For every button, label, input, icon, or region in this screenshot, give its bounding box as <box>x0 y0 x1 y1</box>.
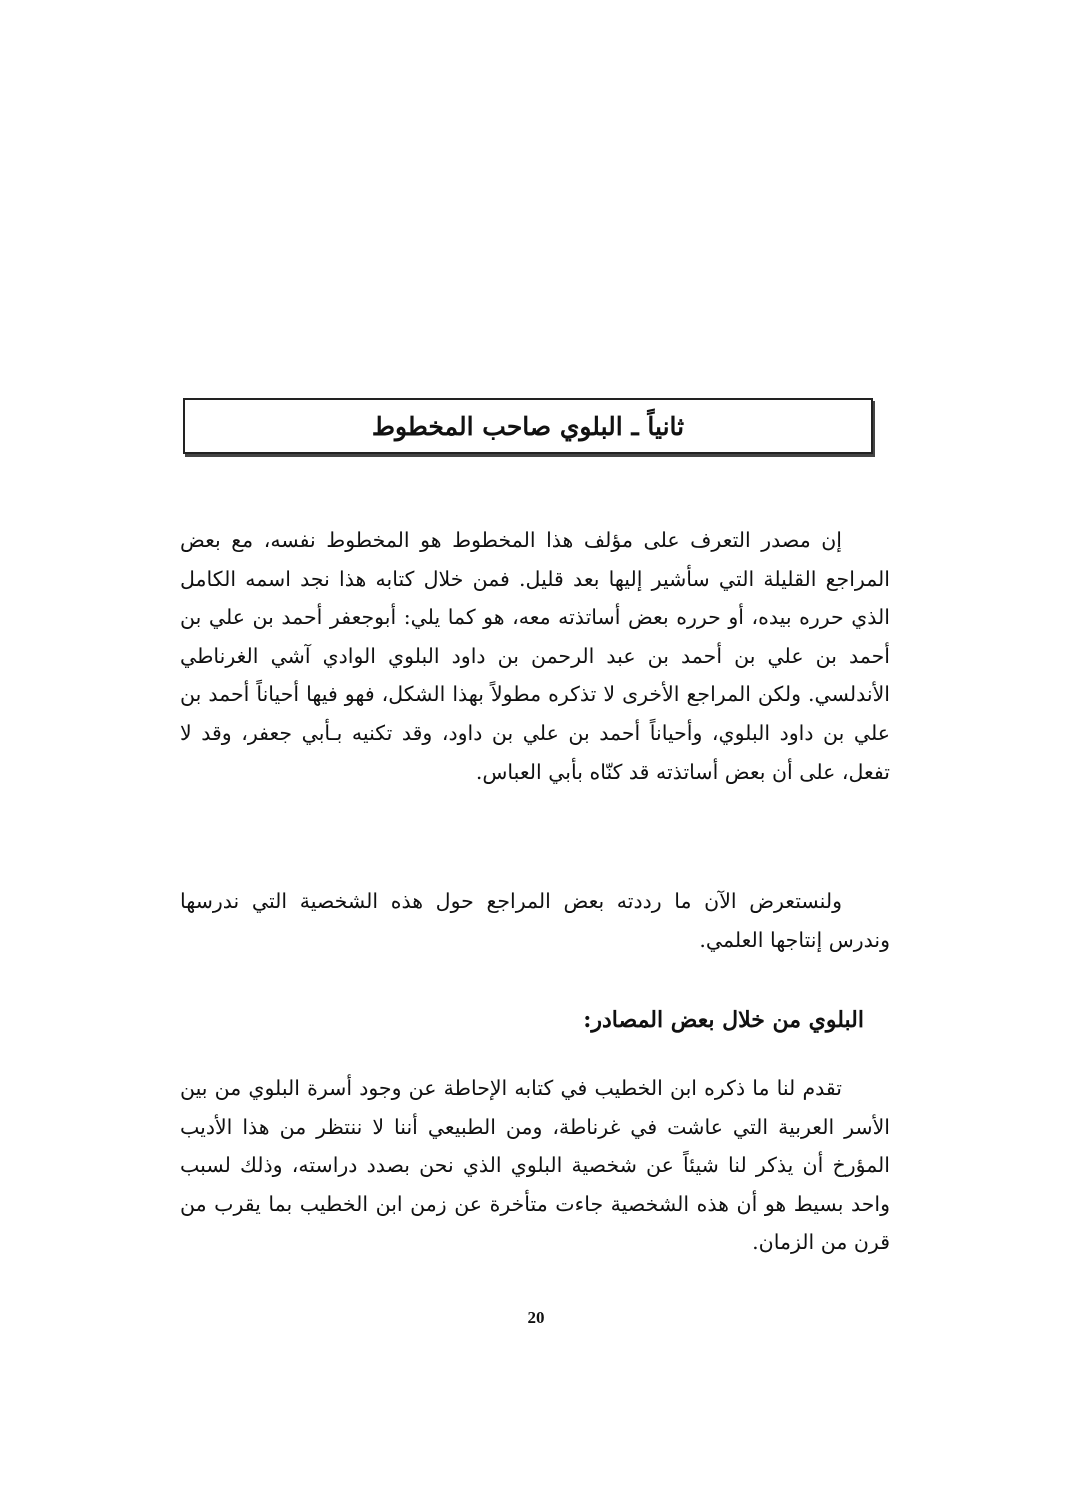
paragraph-ibn-khatib: تقدم لنا ما ذكره ابن الخطيب في كتابه الإحاطة عن وجود أسرة البلوي من بين الأسر العربية التي عاشت في غرناطة، ومن الطبيعي أننا لا ننتظر من هذا الأديب المؤرخ أن يذكر لنا شيئاً عن شخصية البلوي الذي نحن بصدد دراسته، وذلك لسبب واحد بسيط هو أن هذه الشخصية جاءت متأخرة عن زمن ابن الخطيب بما يقرب من قرن من الزمان. <box>180 1076 890 1255</box>
section-title-box <box>183 398 873 454</box>
subheading-sources: البلوي من خلال بعض المصادر: <box>583 1007 864 1033</box>
page-number: 20 <box>527 1308 545 1327</box>
paragraph-sources-intro: ولنستعرض الآن ما رددته بعض المراجع حول هذه الشخصية التي ندرسها وندرس إنتاجها العلمي. <box>180 889 890 952</box>
section-title: ثانياً ـ البلوي صاحب المخطوط <box>371 411 685 441</box>
paragraph-author-identity: إن مصدر التعرف على مؤلف هذا المخطوط هو المخطوط نفسه، مع بعض المراجع القليلة التي سأشير إليها بعد قليل. فمن خلال كتابه هذا نجد اسمه الكامل الذي حرره بيده، أو حرره بعض أساتذته معه، هو كما يلي: أبوجعفر أحمد بن علي بن أحمد بن علي بن أحمد بن عبد الرحمن بن داود البلوي الوادي آشي الغرناطي الأندلسي. ولكن المراجع الأخرى لا تذكره مطولاً بهذا الشكل، فهو فيها أحياناً أحمد بن علي بن داود البلوي، وأحياناً أحمد بن علي بن داود، وقد تكنيه بـأبي جعفر، وقد لا تفعل، على أن بعض أساتذته قد كنّاه بأبي العباس. <box>180 528 890 784</box>
